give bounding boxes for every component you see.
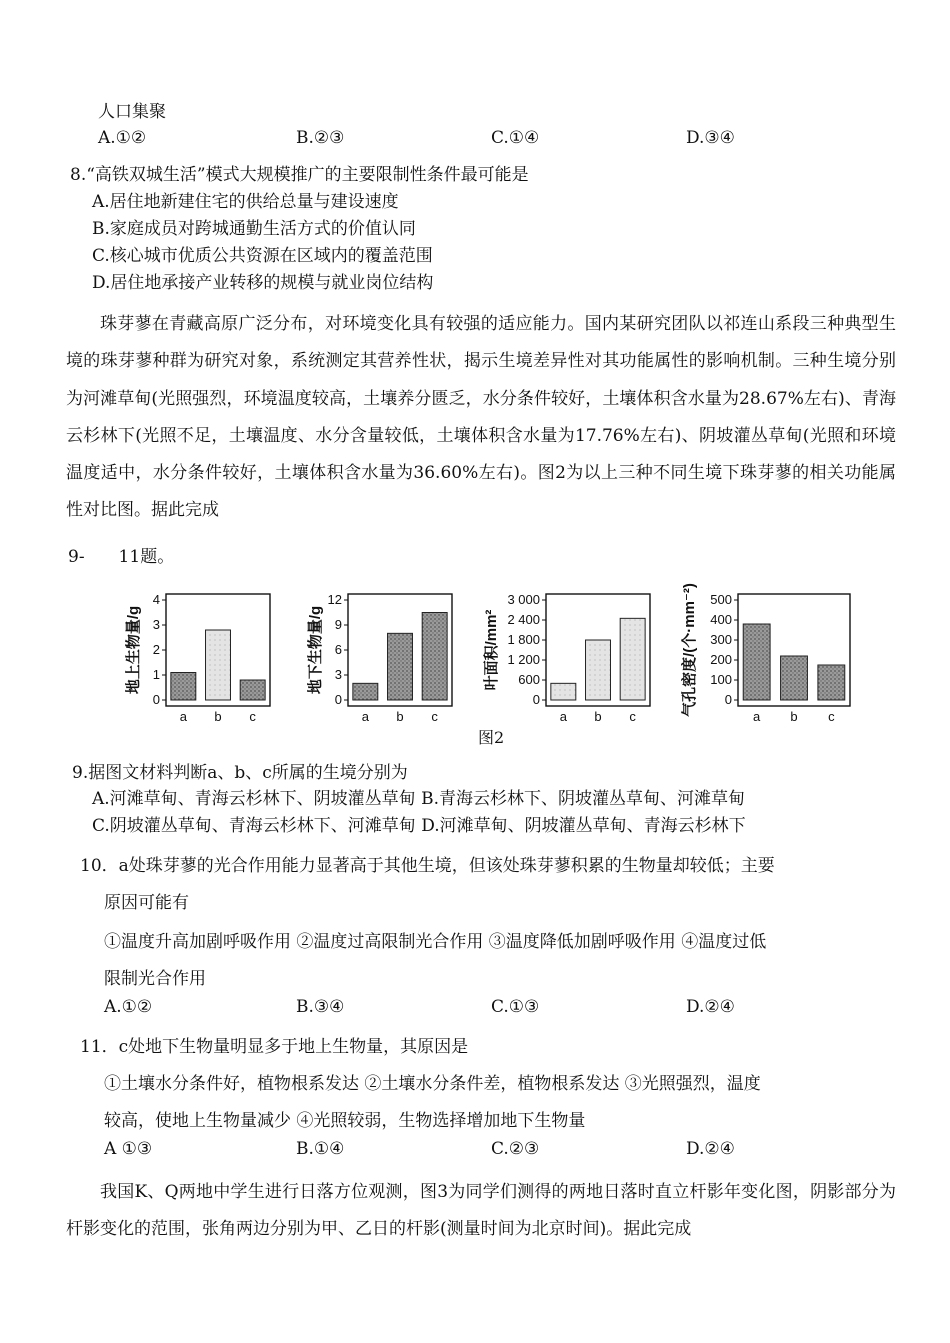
x-tick-label: a bbox=[559, 709, 567, 724]
y-tick-label: 0 bbox=[152, 692, 160, 707]
q10-items-1: ①温度升高加剧呼吸作用 ②温度过高限制光合作用 ③温度降低加剧呼吸作用 ④温度过低 bbox=[104, 932, 767, 952]
bar-c bbox=[240, 680, 265, 700]
q8-option-a: A.居住地新建住宅的供给总量与建设速度 bbox=[92, 192, 399, 212]
y-tick-label: 1 800 bbox=[507, 632, 540, 647]
y-tick-label: 9 bbox=[334, 617, 342, 632]
x-tick-label: c bbox=[629, 709, 636, 724]
x-tick-label: c bbox=[249, 709, 256, 724]
x-tick-label: b bbox=[790, 709, 798, 724]
y-tick-label: 2 400 bbox=[507, 612, 540, 627]
y-tick-label: 400 bbox=[710, 612, 732, 627]
y-axis-label: 地下生物量/g bbox=[307, 605, 324, 695]
y-tick-label: 3 bbox=[334, 667, 342, 682]
x-tick-label: c bbox=[828, 709, 835, 724]
q11-option-b: B.①④ bbox=[296, 1139, 345, 1159]
q10-stem-2: 原因可能有 bbox=[104, 893, 189, 913]
q10-option-b: B.③④ bbox=[296, 997, 345, 1017]
bar-b bbox=[781, 656, 808, 700]
chart-2 bbox=[306, 592, 452, 724]
bar-b bbox=[388, 633, 413, 700]
passage-zhuyaliao: 珠芽蓼在青藏高原广泛分布，对环境变化具有较强的适应能力。国内某研究团队以祁连山系段三种典型生境的珠芽蓼种群为研究对象，系统测定其营养性状，揭示生境差异性对其功能属性的影响机制。三种生境分别为河滩草甸(光照强烈，环境温度较高，土壤养分匮乏，水分条件较好，土壤体积含水量为28.67%左右)、青海云杉林下(光照不足，土壤温度、水分含量较低，土壤体积含水量为17.76%左右)、阴坡灌丛草甸(光照和环境温度适中，水分条件较好，土壤体积含水量为36.60%左右)。图2为以上三种不同生境下珠芽蓼的相关功能属性对比图。据此完成 bbox=[66, 314, 896, 521]
q8-option-d: D.居住地承接产业转移的规模与就业岗位结构 bbox=[92, 273, 434, 293]
bar-a bbox=[353, 683, 378, 700]
y-tick-label: 200 bbox=[710, 652, 732, 667]
q9-stem: 9.据图文材料判断a、b、c所属的生境分别为 bbox=[72, 763, 408, 783]
y-tick-label: 12 bbox=[327, 592, 342, 607]
y-tick-label: 3 bbox=[152, 617, 160, 632]
x-tick-label: b bbox=[594, 709, 602, 724]
q11-option-c: C.②③ bbox=[491, 1139, 540, 1159]
y-tick-label: 500 bbox=[710, 592, 732, 607]
q7-stem-tail: 人口集聚 bbox=[98, 102, 166, 122]
y-tick-label: 300 bbox=[710, 632, 732, 647]
q11-option-d: D.②④ bbox=[686, 1139, 735, 1159]
y-axis-label: 气孔密度/(个·mm⁻²) bbox=[681, 583, 698, 717]
bar-a bbox=[743, 624, 770, 700]
y-tick-label: 4 bbox=[152, 592, 160, 607]
q11-stem: 11．c处地下生物量明显多于地上生物量，其原因是 bbox=[80, 1037, 469, 1057]
q11-items-2: 较高，使地上生物量减少 ④光照较弱，生物选择增加地下生物量 bbox=[104, 1111, 586, 1131]
x-tick-label: a bbox=[179, 709, 187, 724]
y-tick-label: 1 bbox=[152, 667, 160, 682]
y-axis-label: 叶面积/mm² bbox=[483, 609, 500, 691]
q10-option-a: A.①② bbox=[104, 997, 153, 1017]
y-tick-label: 3 000 bbox=[507, 592, 540, 607]
q9-options-ab: A.河滩草甸、青海云杉林下、阴坡灌丛草甸 B.青海云杉林下、阴坡灌丛草甸、河滩草甸 bbox=[92, 789, 745, 809]
q8-option-c: C.核心城市优质公共资源在区域内的覆盖范围 bbox=[92, 246, 433, 266]
passage-sunset-observation: 我国K、Q两地中学生进行日落方位观测，图3为同学们测得的两地日落时直立杆影年变化图，阴影部分为杆影变化的范围，张角两边分别为甲、乙日的杆影(测量时间为北京时间)。据此完成 bbox=[66, 1182, 896, 1240]
y-tick-label: 100 bbox=[710, 672, 732, 687]
bar-c bbox=[818, 665, 845, 700]
y-axis-label: 地上生物量/g bbox=[125, 605, 142, 695]
x-tick-label: b bbox=[396, 709, 404, 724]
q8-stem: 8.“高铁双城生活”模式大规模推广的主要限制性条件最可能是 bbox=[70, 165, 529, 185]
q7-option-b: B.②③ bbox=[296, 128, 345, 148]
passage-zhuyaliao-end: 9- 11题。 bbox=[68, 547, 175, 567]
y-tick-label: 1 200 bbox=[507, 652, 540, 667]
bar-b bbox=[586, 640, 611, 700]
x-tick-label: a bbox=[753, 709, 761, 724]
q8-option-b: B.家庭成员对跨城通勤生活方式的价值认同 bbox=[92, 219, 416, 239]
bar-b bbox=[206, 630, 231, 700]
q10-stem-1: 10．a处珠芽蓼的光合作用能力显著高于其他生境，但该处珠芽蓼积累的生物量却较低；主要 bbox=[80, 856, 775, 876]
q11-option-a: A ①③ bbox=[104, 1139, 153, 1159]
y-tick-label: 600 bbox=[518, 672, 540, 687]
chart-3 bbox=[482, 592, 650, 724]
q10-option-c: C.①③ bbox=[491, 997, 540, 1017]
y-tick-label: 0 bbox=[724, 692, 732, 707]
bar-a bbox=[551, 683, 576, 700]
figure-2-charts bbox=[118, 578, 863, 728]
bar-c bbox=[422, 613, 447, 701]
q7-option-d: D.③④ bbox=[686, 128, 735, 148]
figure-2-caption: 图2 bbox=[478, 728, 505, 747]
bar-a bbox=[171, 673, 196, 701]
y-tick-label: 2 bbox=[152, 642, 160, 657]
y-tick-label: 6 bbox=[334, 642, 342, 657]
chart-1 bbox=[124, 592, 270, 724]
bar-c bbox=[620, 618, 645, 700]
chart-4 bbox=[680, 583, 850, 724]
x-tick-label: b bbox=[214, 709, 222, 724]
q7-option-c: C.①④ bbox=[491, 128, 540, 148]
y-tick-label: 0 bbox=[532, 692, 540, 707]
x-tick-label: c bbox=[431, 709, 438, 724]
q9-options-cd: C.阴坡灌丛草甸、青海云杉林下、河滩草甸 D.河滩草甸、阴坡灌丛草甸、青海云杉林下 bbox=[92, 816, 746, 836]
q10-option-d: D.②④ bbox=[686, 997, 735, 1017]
q11-items-1: ①土壤水分条件好，植物根系发达 ②土壤水分条件差，植物根系发达 ③光照强烈，温度 bbox=[104, 1074, 761, 1094]
y-tick-label: 0 bbox=[334, 692, 342, 707]
x-tick-label: a bbox=[361, 709, 369, 724]
q7-option-a: A.①② bbox=[98, 128, 147, 148]
q10-items-2: 限制光合作用 bbox=[104, 969, 206, 989]
